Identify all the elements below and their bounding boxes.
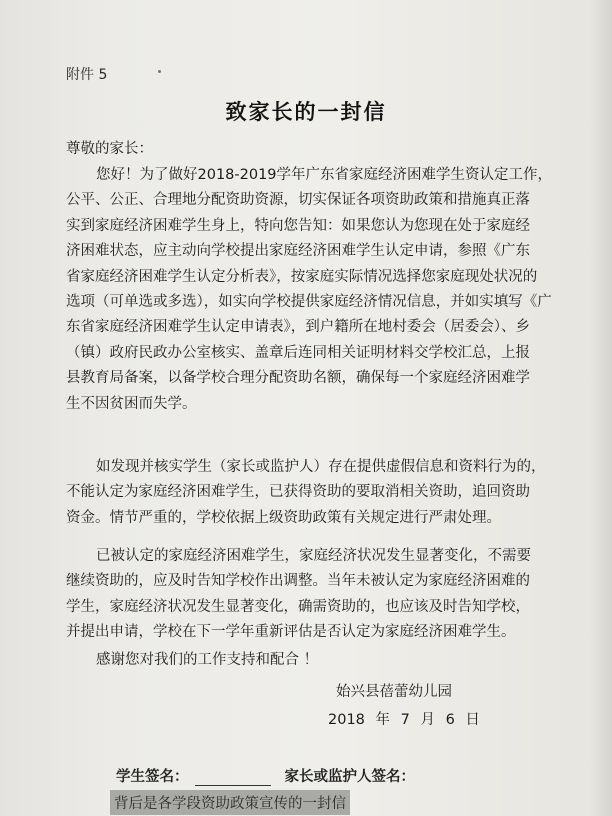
- paragraph-line: 感谢您对我们的工作支持和配合 ！: [96, 652, 319, 668]
- greeting: 尊敬的家长：: [66, 141, 153, 157]
- paragraph-line: 济困难状态，应主动向学校提出家庭经济困难学生认定申请，参照《广东: [66, 243, 530, 260]
- signature-row: [116, 765, 415, 786]
- paragraph-3: [66, 544, 586, 646]
- paragraph-line: 继续资助的，应及时告知学校作出调整。当年未被认定为家庭经济困难的: [66, 573, 530, 590]
- paragraph-line: 公平、公正、合理地分配资助资源，切实保证各项资助政策和措施真正落: [66, 192, 530, 209]
- paragraph-line: 并提出申请，学校在下一学年重新评估是否认定为家庭经济困难学生。: [66, 624, 516, 641]
- paper-speck: [158, 70, 161, 73]
- paragraph-line: 您好！为了做好2018-2019学年广东省家庭经济困难学生资认定工作，: [96, 167, 553, 183]
- student-signature-label: 学生签名：: [116, 769, 189, 785]
- footer-note: 背后是各学段资助政策宣传的一封信: [110, 790, 350, 815]
- paragraph-line: 生不因贫困而失学。: [66, 395, 197, 412]
- signer-name: 始兴县蓓蕾幼儿园: [336, 684, 452, 700]
- parent-signature-label: 家长或监护人签名：: [284, 769, 415, 785]
- paragraph-4: [66, 648, 586, 673]
- paragraph-line: 县教育局备案，以备学校合理分配资助名额，确保每一个家庭经济困难学: [66, 370, 530, 387]
- paragraph-2: [66, 455, 586, 531]
- paragraph-line: 学生，家庭经济状况发生显著变化，确需资助的，也应该及时告知学校，: [66, 598, 530, 615]
- paragraph-line: 已被认定的家庭经济困难学生，家庭经济状况发生显著变化，不需要: [96, 548, 531, 564]
- paragraph-1: [66, 163, 586, 417]
- paragraph-line: 实到家庭经济困难学生身上，特向您告知：如果您认为您现在处于家庭经: [66, 217, 530, 234]
- paragraph-line: 如发现并核实学生（家长或监护人）存在提供虚假信息和资料行为的，: [96, 459, 546, 475]
- letter-date: 2018 年 7 月 6 日: [328, 712, 480, 728]
- paragraph-line: 资金。情节严重的，学校依据上级资助政策有关规定进行严肃处理。: [66, 509, 501, 526]
- letter-title: 致家长的一封信: [225, 100, 387, 124]
- attachment-label: 附件 5: [66, 67, 108, 83]
- paragraph-line: 东省家庭经济困难学生认定申请表》，到户籍所在地村委会（居委会）、乡: [66, 319, 530, 336]
- paragraph-line: 不能认定为家庭经济困难学生，已获得资助的要取消相关资助，追回资助: [66, 484, 530, 501]
- student-signature-blank[interactable]: [195, 771, 271, 786]
- paragraph-line: （镇）政府民政办公室核实、盖章后连同相关证明材料交学校汇总，上报: [66, 344, 530, 361]
- paragraph-line: 选项（可单选或多选），如实向学校提供家庭经济情况信息，并如实填写《广: [66, 294, 552, 311]
- paragraph-line: 省家庭经济困难学生认定分析表》，按家庭实际情况选择您家庭现处状况的: [66, 268, 538, 285]
